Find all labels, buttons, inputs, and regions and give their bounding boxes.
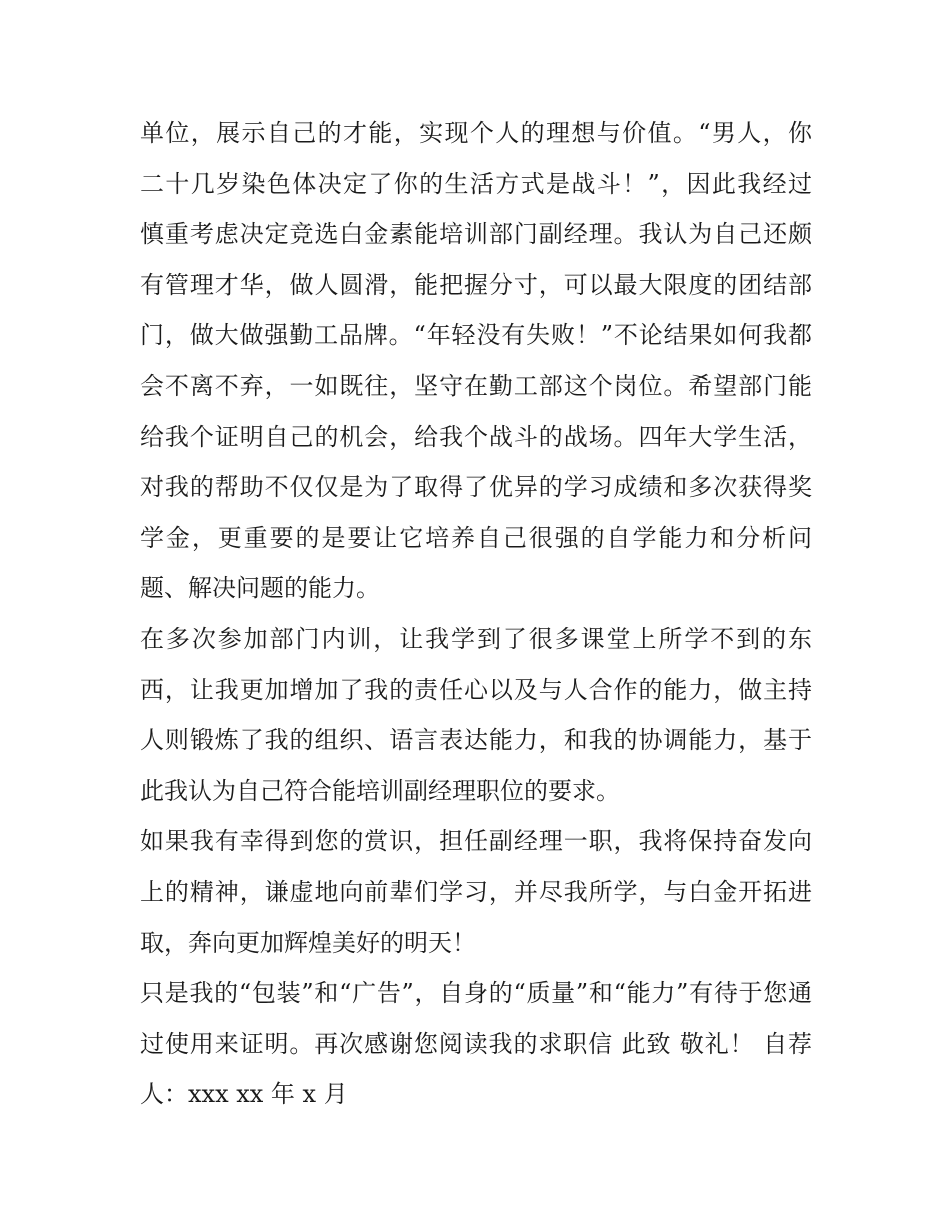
- paragraph-3: [140, 816, 812, 968]
- text-line: 如果我有幸得到您的赏识，担任副经理一职，我将保持奋发向: [140, 827, 812, 856]
- text-line: 有管理才华，做人圆滑，能把握分寸，可以最大限度的团结部: [140, 270, 812, 299]
- signature-line: 人：xxx xx 年 x 月: [140, 1080, 348, 1109]
- text-line: 给我个证明自己的机会，给我个战斗的战场。四年大学生活，: [140, 422, 812, 451]
- text-line: 过使用来证明。再次感谢您阅读我的求职信 此致 敬礼！ 自荐: [140, 1029, 812, 1058]
- text-line: 学金，更重要的是要让它培养自己很强的自学能力和分析问: [140, 523, 812, 552]
- text-line: 门，做大做强勤工品牌。“年轻没有失败！”不论结果如何我都: [140, 321, 812, 350]
- text-line: 上的精神，谦虚地向前辈们学习，并尽我所学，与白金开拓进: [140, 877, 812, 906]
- text-line: 西，让我更加增加了我的责任心以及与人合作的能力，做主持: [140, 675, 812, 704]
- text-line: 二十几岁染色体决定了你的生活方式是战斗！”，因此我经过: [140, 169, 812, 198]
- text-line: 单位，展示自己的才能，实现个人的理想与价值。“男人，你: [140, 119, 812, 147]
- paragraph-2: [140, 614, 812, 816]
- text-line: 只是我的“包装”和“广告”，自身的“质量”和“能力”有待于您通: [140, 979, 812, 1008]
- paragraph-4: [140, 968, 812, 1120]
- text-line: 会不离不弃，一如既往，坚守在勤工部这个岗位。希望部门能: [140, 371, 812, 400]
- letter-body: [140, 108, 812, 1120]
- text-line: 对我的帮助不仅仅是为了取得了优异的学习成绩和多次获得奖: [140, 473, 812, 502]
- text-line: 在多次参加部门内训，让我学到了很多课堂上所学不到的东: [140, 624, 812, 653]
- text-line: 慎重考虑决定竞选白金素能培训部门副经理。我认为自己还颇: [140, 220, 812, 249]
- text-line: 此我认为自己符合能培训副经理职位的要求。: [140, 776, 620, 805]
- text-line: 取，奔向更加辉煌美好的明天！: [140, 928, 476, 957]
- paragraph-1: [140, 108, 812, 614]
- text-line: 题、解决问题的能力。: [140, 574, 380, 603]
- text-line: 人则锻炼了我的组织、语言表达能力，和我的协调能力，基于: [140, 726, 812, 755]
